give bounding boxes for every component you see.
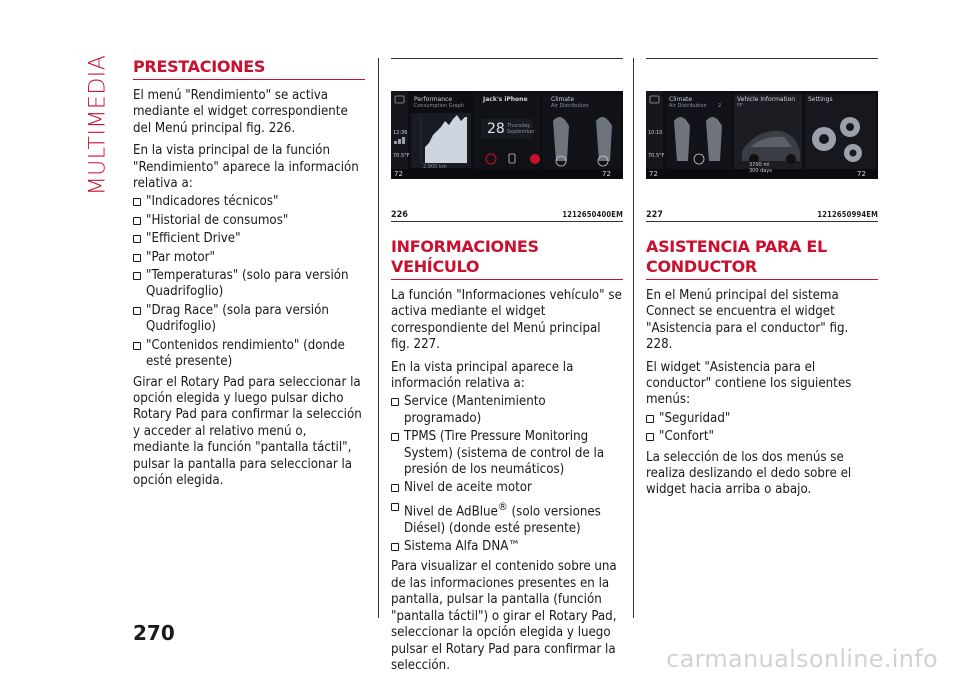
left-zone-temp: 72 <box>394 170 403 178</box>
right-zone-temp: 72 <box>857 170 866 178</box>
registered-mark: ® <box>497 499 508 513</box>
figure-top-rule <box>391 58 623 59</box>
paragraph: En la vista principal de la función "Rendimiento" aparece la información relativa a: <box>133 143 359 192</box>
list-item: "Historial de consumos" <box>133 213 365 229</box>
figure-226-screen <box>391 91 623 179</box>
column-divider-2 <box>633 58 634 618</box>
adblue-text: Nivel de AdBlue <box>404 504 498 520</box>
paragraph: En la vista principal aparece la información relativa a: <box>391 359 574 392</box>
figure-code: 1212650400EM <box>562 210 623 219</box>
left-zone-temp: 72 <box>649 170 658 178</box>
paragraph: El menú "Rendimiento" se activa mediante el widget correspondiente del Menú principal fig. 226. <box>133 88 348 136</box>
list-item: "Seguridad" <box>646 411 878 427</box>
widget-performance-sub: Consumption Graph <box>414 103 465 109</box>
figure-number: 226 <box>391 210 408 220</box>
section-title-prestaciones: PRESTACIONES <box>133 57 365 80</box>
list-item: Sistema Alfa DNA™ <box>391 539 623 555</box>
screen-clock: 10:10 <box>648 130 663 136</box>
paragraph: Para visualizar el contenido sobre una de las informaciones presentes en la pantalla, pulsar la pantalla (función "pantalla táctil") o girar el Rotary Pad, seleccionar la opción elegida y luego pulsar el Rotary Pad para confirmar la selección. <box>391 559 617 673</box>
date-weekday: Thursday <box>507 123 531 129</box>
paragraph: Girar el Rotary Pad para seleccionar la opción elegida y luego pulsar dicho Rotary Pad para confirmar la selección y acceder al relativo menú o, mediante la función "pantalla táctil", pulsar la pantalla para seleccionar la opción elegida. <box>133 374 362 488</box>
page-number: 270 <box>133 621 175 645</box>
section-label <box>80 54 116 196</box>
bullet-list <box>133 194 365 370</box>
section-label-text: MULTIMEDIA <box>85 54 111 196</box>
widget-performance-title: Performance <box>414 96 453 103</box>
list-item: "Confort" <box>646 429 878 445</box>
figure-227-screen <box>646 91 878 179</box>
widget-settings-title: Settings <box>808 96 833 103</box>
section-title-asistencia: ASISTENCIA PARA EL CONDUCTOR <box>646 237 878 280</box>
list-item: "Temperaturas" (solo para versión Quadrifoglio) <box>133 268 365 301</box>
widget-climate-title: Climate <box>551 96 575 103</box>
list-item: "Par motor" <box>133 250 365 266</box>
widget-vehicle-sub: FF <box>737 103 743 109</box>
bullet-list <box>391 394 623 555</box>
chart-footer: 2.900 km <box>423 164 447 170</box>
list-item-adblue <box>391 499 623 537</box>
figure-bottom-rule <box>646 221 878 222</box>
screen-temperature: 70.5°F <box>648 153 665 159</box>
date-day: 28 <box>487 121 505 137</box>
list-item: "Drag Race" (sola para versión Qudrifoglio) <box>133 303 365 336</box>
widget-climate-sub: Air Distribution <box>669 103 707 109</box>
adblue-note: (solo versiones Diésel) (donde esté presente) <box>404 504 601 536</box>
list-item: Nivel de aceite motor <box>391 480 623 496</box>
screen-clock: 12:36 <box>393 130 408 136</box>
paragraph: La función "Informaciones vehículo" se activa mediante el widget correspondiente del Menú principal fig. 227. <box>391 288 622 353</box>
list-item: TPMS (Tire Pressure Monitoring System) (sistema de control de la presión de los neumáticos) <box>391 429 623 478</box>
fan-level: 2 <box>718 103 722 109</box>
list-item: "Contenidos rendimiento" (donde esté presente) <box>133 338 365 371</box>
list-item: "Efficient Drive" <box>133 231 365 247</box>
list-item: Service (Mantenimiento programado) <box>391 394 623 427</box>
figure-code: 1212650994EM <box>817 210 878 219</box>
list-item: "Indicadores técnicos" <box>133 194 365 210</box>
paragraph: El widget "Asistencia para el conductor" contiene los siguientes menús: <box>646 359 852 408</box>
date-month: September <box>507 129 535 135</box>
watermark: carmanualsonline.info <box>666 645 938 673</box>
odometer-distance: 3700 mi <box>749 162 770 168</box>
widget-phone-title: Jack's iPhone <box>483 96 528 103</box>
paragraph: La selección de los dos menús se realiza deslizando el dedo sobre el widget hacia arriba o abajo. <box>646 449 852 498</box>
right-zone-temp: 72 <box>602 170 611 178</box>
widget-climate-sub: Air Distribution <box>551 103 589 109</box>
figure-bottom-rule <box>391 221 623 222</box>
column-divider-1 <box>378 58 379 618</box>
widget-climate-title: Climate <box>669 96 693 103</box>
figure-top-rule <box>646 58 878 59</box>
service-days: 300 days <box>749 168 772 174</box>
widget-vehicle-title: Vehicle Information <box>737 96 796 103</box>
paragraph: En el Menú principal del sistema Connect se encuentra el widget "Asistencia para el conductor" fig. 228. <box>646 288 849 353</box>
screen-temperature: 70.5°F <box>393 153 410 159</box>
section-title-informaciones: INFORMACIONES VEHÍCULO <box>391 237 623 280</box>
figure-number: 227 <box>646 210 663 220</box>
bullet-list <box>646 411 878 446</box>
